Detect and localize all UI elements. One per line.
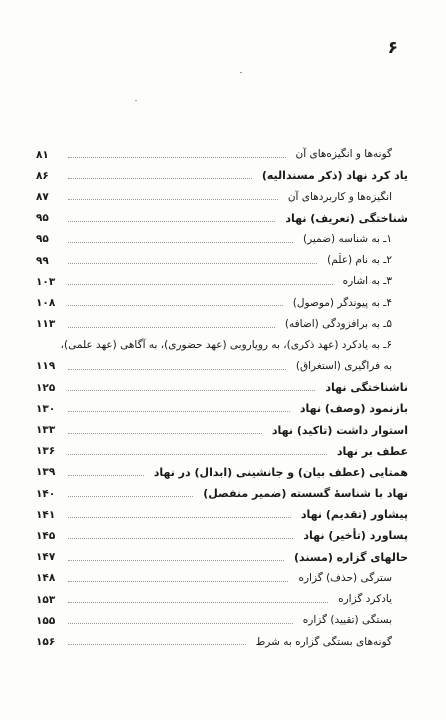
toc-entry bbox=[36, 589, 408, 610]
toc-entry-title: شناختگی (تعریف) نهاد bbox=[285, 211, 408, 225]
toc-entry-page: ۱۴۷ bbox=[36, 551, 56, 564]
toc-entry-page: ۸۱ bbox=[36, 148, 49, 161]
toc-entry bbox=[36, 483, 408, 504]
toc-entry bbox=[36, 208, 408, 229]
toc-dot-leader bbox=[68, 560, 284, 561]
toc-entry bbox=[36, 504, 408, 525]
toc-entry-title: همتایی (عطف بیان) و جانشینی (ابدال) در نهاد bbox=[153, 465, 408, 479]
toc-entry-page: ۱۴۸ bbox=[36, 572, 56, 585]
toc-entry-title: گونه‌ها و انگیزه‌های آن bbox=[295, 148, 392, 161]
toc-entry-page: ۱۳۶ bbox=[36, 445, 56, 458]
toc-dot-leader bbox=[68, 390, 315, 391]
toc-dot-leader bbox=[68, 644, 246, 645]
toc-entry-page: ۱۱۹ bbox=[36, 360, 56, 373]
toc-entry-title: به فراگیری (استغراق) bbox=[295, 360, 392, 373]
toc-entry-title: ۶ـ به یادکرد (عهد ذکری)، به رویاروبی (عهد حضوری)، به آگاهی (عهد علمی)، bbox=[60, 339, 392, 352]
toc-entry-title: ۵ـ به برافزودگی (اضافه) bbox=[284, 317, 392, 330]
toc-entry-title: سترگی (حذف) گزاره bbox=[298, 572, 392, 585]
toc-entry-title: استوار داشت (تاکید) نهاد bbox=[271, 423, 408, 437]
toc-entry bbox=[36, 144, 408, 165]
scan-speck bbox=[240, 72, 242, 73]
toc-entry bbox=[36, 398, 408, 419]
toc-entry-title: حالهای گزاره (مسند) bbox=[293, 550, 408, 564]
toc-entry-title: ۴ـ به پیوندگر (موصول) bbox=[292, 296, 392, 309]
table-of-contents bbox=[36, 144, 408, 653]
toc-entry-page: ۱۰۸ bbox=[36, 296, 56, 309]
toc-entry-title: پیشاور (تقدیم) نهاد bbox=[300, 508, 408, 522]
toc-dot-leader bbox=[68, 305, 283, 306]
toc-entry bbox=[36, 271, 408, 292]
toc-dot-leader bbox=[68, 157, 286, 158]
toc-dot-leader bbox=[68, 369, 286, 370]
toc-dot-leader bbox=[68, 263, 317, 264]
toc-dot-leader bbox=[68, 327, 275, 328]
toc-entry bbox=[36, 568, 408, 589]
toc-entry-page: ۱۵۵ bbox=[36, 614, 56, 627]
toc-entry-page: ۱۱۳ bbox=[36, 318, 56, 331]
toc-entry-title: ۲ـ به نام (علَم) bbox=[327, 254, 392, 267]
toc-entry-page: ۱۳۰ bbox=[36, 402, 56, 415]
toc-entry-title: پساورد (تأخیر) نهاد bbox=[303, 529, 408, 543]
toc-dot-leader bbox=[68, 178, 252, 179]
toc-entry bbox=[36, 462, 408, 483]
toc-dot-leader bbox=[68, 602, 328, 603]
toc-entry bbox=[36, 525, 408, 546]
toc-entry-page: ۱۳۳ bbox=[36, 424, 56, 437]
toc-entry bbox=[36, 292, 408, 313]
toc-entry bbox=[36, 356, 408, 377]
toc-entry bbox=[36, 631, 408, 652]
scan-speck bbox=[135, 100, 137, 101]
toc-entry-page: ۸۷ bbox=[36, 190, 49, 203]
toc-entry bbox=[36, 419, 408, 440]
toc-entry bbox=[36, 250, 408, 271]
toc-entry-title: ناشناختگی نهاد bbox=[325, 381, 408, 395]
toc-dot-leader bbox=[68, 496, 193, 497]
toc-entry-title: ۱ـ به شناسه (ضمیر) bbox=[302, 233, 392, 246]
toc-entry-page: ۹۹ bbox=[36, 254, 49, 267]
toc-dot-leader bbox=[68, 199, 278, 200]
toc-entry-page: ۹۵ bbox=[36, 233, 49, 246]
page-number: ۶ bbox=[387, 38, 398, 58]
toc-entry-title: عطف بر نهاد bbox=[336, 444, 408, 458]
toc-entry-title: یادکرد گزاره bbox=[338, 593, 392, 606]
toc-entry-title: بستگی (تقیید) گزاره bbox=[302, 614, 392, 627]
toc-entry bbox=[36, 186, 408, 207]
toc-entry bbox=[36, 547, 408, 568]
toc-dot-leader bbox=[68, 242, 293, 243]
toc-entry-title: ۳ـ به اشاره bbox=[342, 275, 392, 288]
toc-dot-leader bbox=[68, 581, 288, 582]
toc-entry-title: گونه‌های بستگی گزاره به شرط bbox=[255, 635, 392, 648]
toc-dot-leader bbox=[68, 623, 293, 624]
toc-dot-leader bbox=[68, 221, 275, 222]
toc-entry-title: انگیزه‌ها و کاربردهای آن bbox=[287, 190, 392, 203]
toc-entry-page: ۱۵۳ bbox=[36, 593, 56, 606]
toc-entry bbox=[36, 377, 408, 398]
toc-entry-page: ۱۵۶ bbox=[36, 635, 56, 648]
toc-entry bbox=[36, 441, 408, 462]
toc-dot-leader bbox=[68, 517, 291, 518]
toc-entry-page: ۱۰۳ bbox=[36, 275, 56, 288]
toc-dot-leader bbox=[68, 284, 333, 285]
toc-entry bbox=[36, 335, 408, 356]
toc-dot-leader bbox=[68, 538, 293, 539]
toc-entry bbox=[36, 229, 408, 250]
toc-entry-page: ۱۴۰ bbox=[36, 487, 56, 500]
toc-entry-page: ۹۵ bbox=[36, 212, 49, 225]
toc-dot-leader bbox=[68, 433, 262, 434]
toc-dot-leader bbox=[68, 411, 290, 412]
toc-entry bbox=[36, 610, 408, 631]
toc-entry-page: ۱۴۵ bbox=[36, 529, 56, 542]
toc-entry-title: نهاد با شناسهٔ گسسته (ضمیر منفصل) bbox=[203, 487, 408, 501]
toc-dot-leader bbox=[68, 475, 144, 476]
toc-entry-page: ۱۴۱ bbox=[36, 508, 56, 521]
toc-entry bbox=[36, 314, 408, 335]
toc-entry-page: ۱۳۹ bbox=[36, 466, 56, 479]
toc-entry-title: بازنمود (وصف) نهاد bbox=[299, 402, 408, 416]
toc-entry-page: ۸۶ bbox=[36, 169, 49, 182]
toc-entry-title: یاد کرد نهاد (ذکر مسندالیه) bbox=[261, 169, 408, 183]
toc-dot-leader bbox=[68, 454, 327, 455]
toc-entry-page: ۱۲۵ bbox=[36, 381, 56, 394]
toc-entry bbox=[36, 165, 408, 186]
